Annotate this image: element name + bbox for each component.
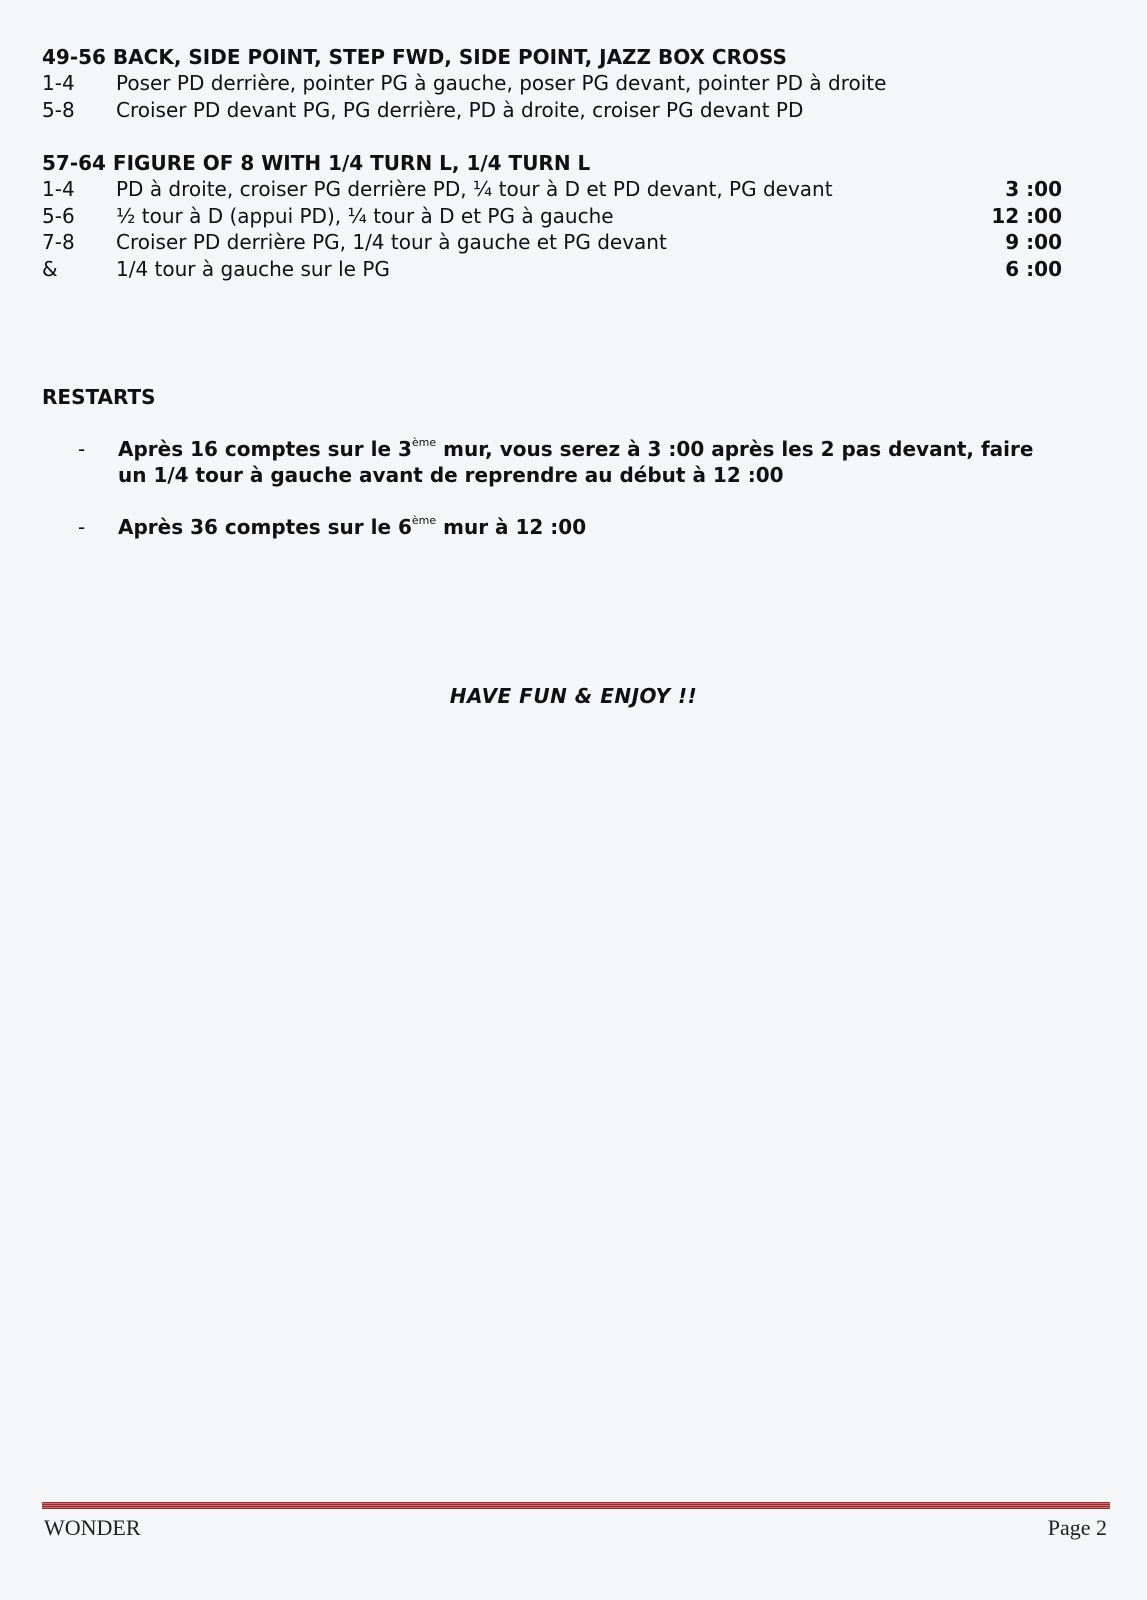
step-count: 5-6 <box>42 203 75 228</box>
step-count: 5-8 <box>42 97 75 122</box>
step-row <box>42 256 1062 283</box>
list-bullet: - <box>78 515 86 539</box>
section-title: 49-56 BACK, SIDE POINT, STEP FWD, SIDE POINT, JAZZ BOX CROSS <box>42 45 787 69</box>
step-clock: 6 :00 <box>1005 256 1062 281</box>
restart-text <box>118 436 1058 488</box>
step-count: 1-4 <box>42 71 75 95</box>
section-49-56 <box>42 44 1062 123</box>
footer-divider <box>42 1502 1110 1509</box>
restart-item <box>78 436 1058 488</box>
step-row <box>42 97 1062 124</box>
step-description: 1/4 tour à gauche sur le PG <box>116 256 390 281</box>
section-57-64 <box>42 150 1062 282</box>
step-description: ½ tour à D (appui PD), ¼ tour à D et PG à gauche <box>116 203 614 228</box>
step-row <box>42 176 1062 203</box>
restart-text-start: Après 36 comptes sur le 6 <box>118 515 412 539</box>
list-bullet: - <box>78 437 86 461</box>
step-description: Croiser PD devant PG, PG derrière, PD à droite, croiser PG devant PD <box>116 97 804 122</box>
closing-line: HAVE FUN & ENJOY !! <box>449 684 698 708</box>
step-clock: 12 :00 <box>991 203 1062 228</box>
step-clock: 9 :00 <box>1005 230 1062 254</box>
step-row <box>42 229 1062 256</box>
restart-text-end: mur, vous serez à 3 :00 après les 2 pas devant, faire un 1/4 tour à gauche avant de reprendre au début à 12 :00 <box>118 437 1034 487</box>
step-count: 1-4 <box>42 177 75 201</box>
page-number: Page 2 <box>1047 1515 1107 1540</box>
superscript: ème <box>411 514 437 527</box>
section-title: 57-64 FIGURE OF 8 WITH 1/4 TURN L, 1/4 TURN L <box>42 151 591 175</box>
step-description: PD à droite, croiser PG derrière PD, ¼ tour à D et PD devant, PG devant <box>116 177 833 201</box>
step-count: & <box>42 256 58 281</box>
step-row <box>42 70 1062 97</box>
restart-text-end: mur à 12 :00 <box>436 515 587 539</box>
step-description: Poser PD derrière, pointer PG à gauche, poser PG devant, pointer PD à droite <box>116 71 887 95</box>
step-description: Croiser PD derrière PG, 1/4 tour à gauche et PG devant <box>116 230 667 254</box>
superscript: ème <box>411 436 437 449</box>
restarts-title: RESTARTS <box>42 385 156 409</box>
restarts-section <box>42 384 1062 410</box>
step-row <box>42 203 1062 230</box>
step-count: 7-8 <box>42 230 75 254</box>
restart-text <box>118 514 1058 540</box>
restart-item <box>78 514 1058 540</box>
footer-title: WONDER <box>44 1515 141 1540</box>
step-clock: 3 :00 <box>1005 177 1062 201</box>
restart-text-start: Après 16 comptes sur le 3 <box>118 437 412 461</box>
